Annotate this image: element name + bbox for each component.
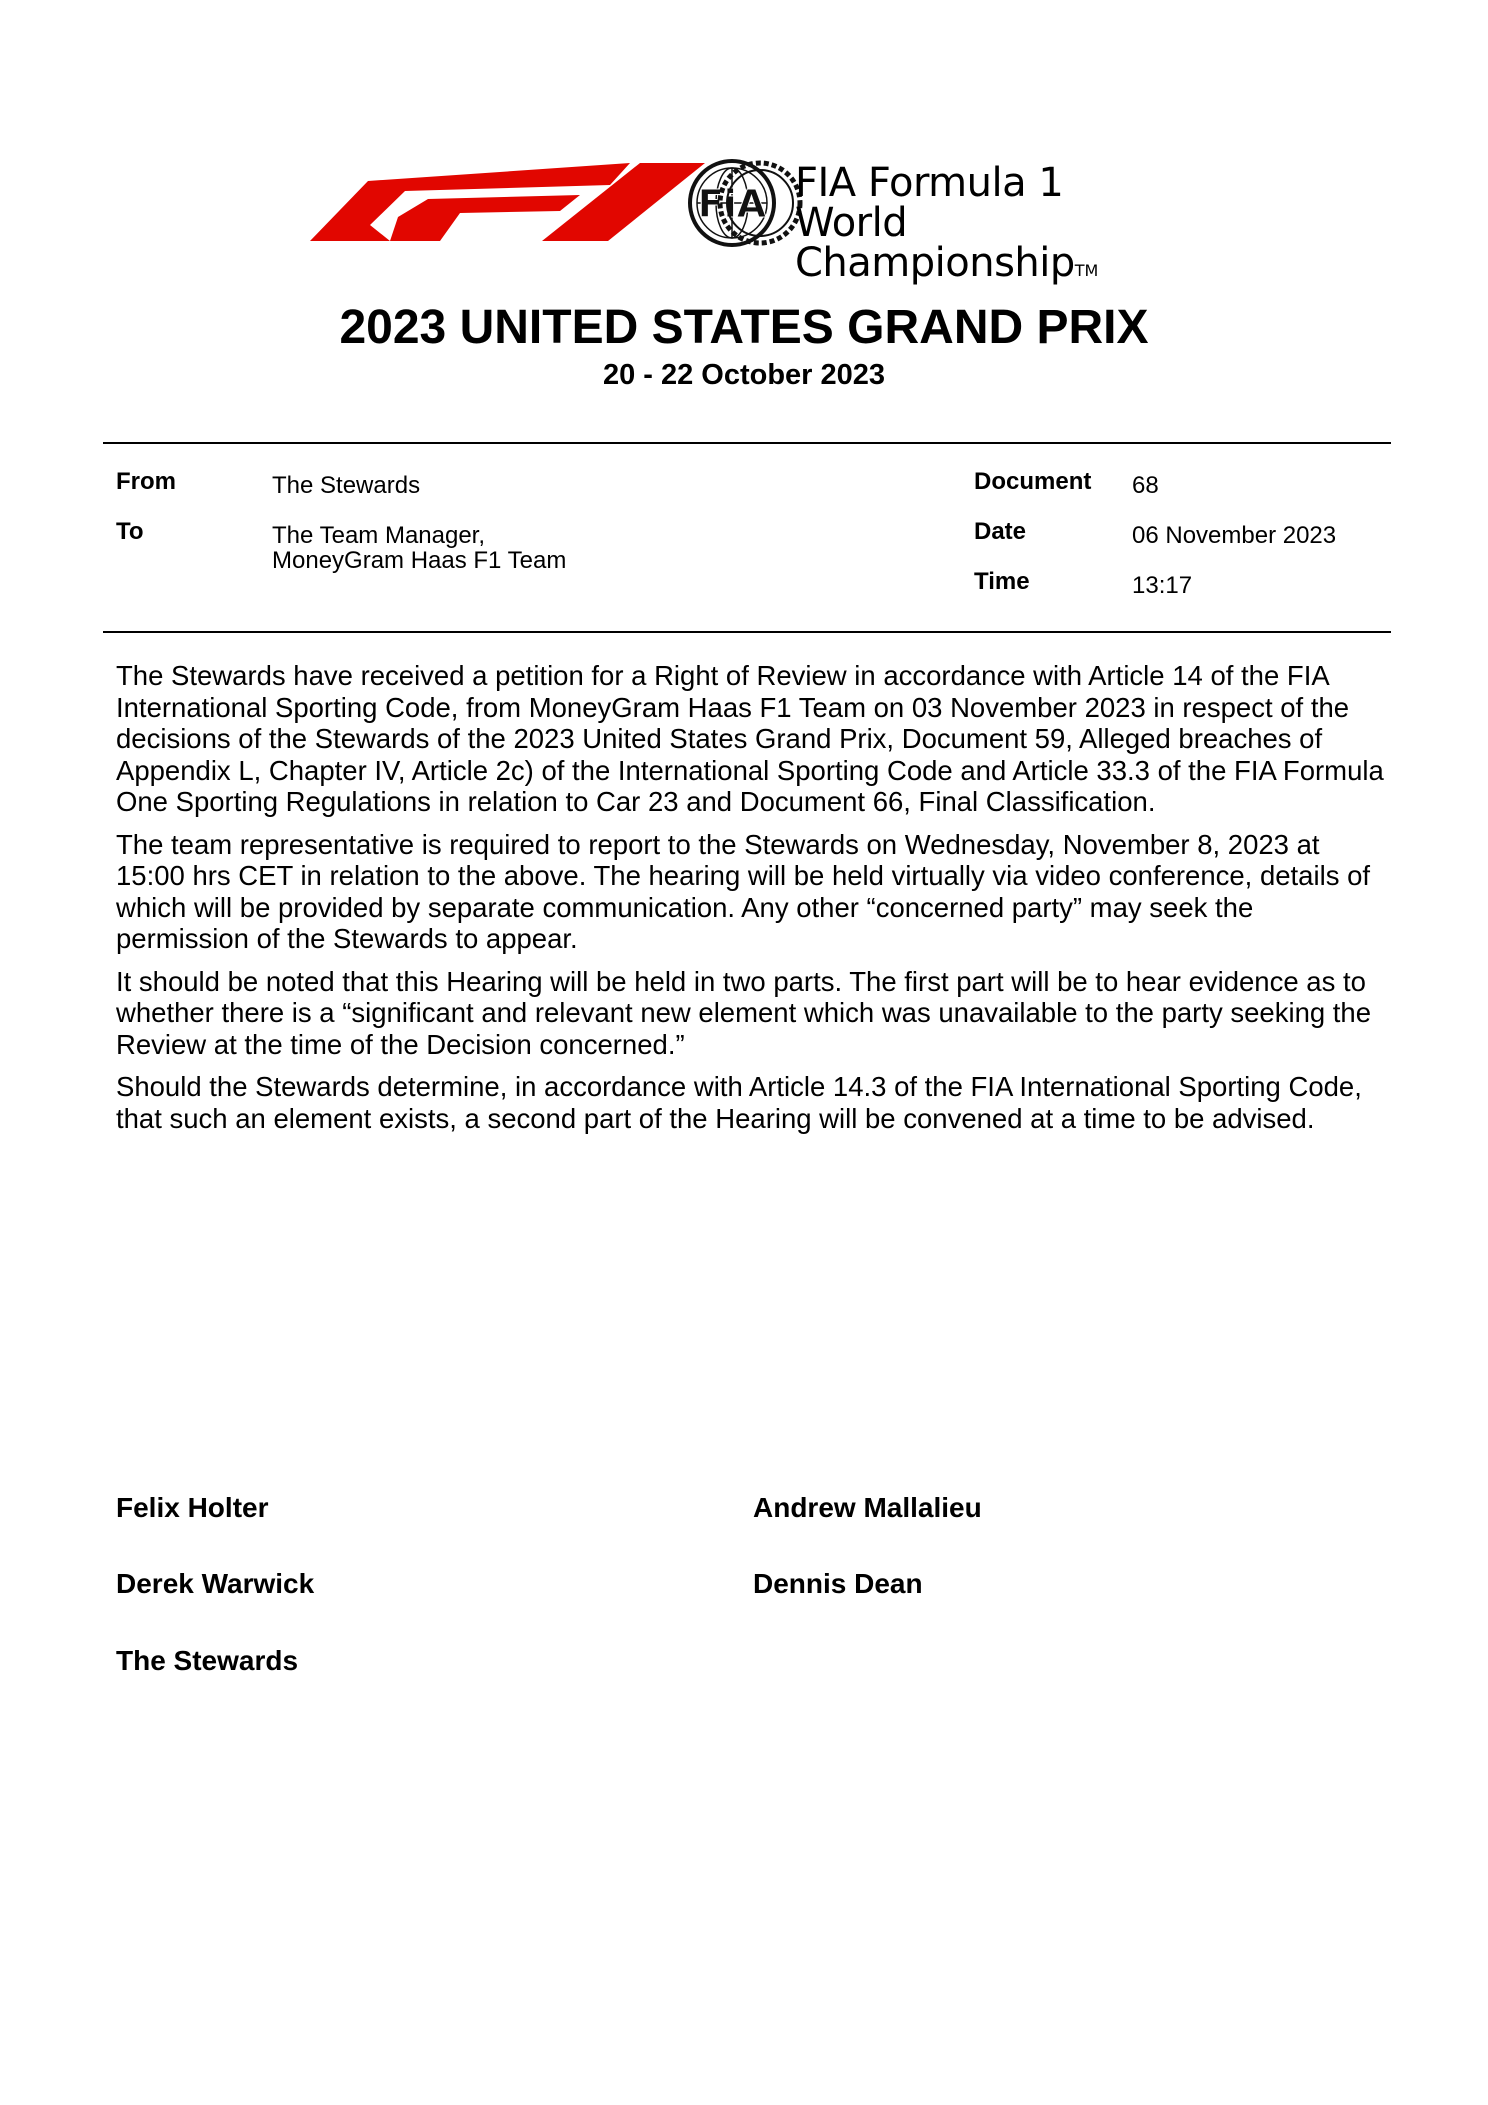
document-label: Document (974, 468, 1092, 495)
to-label: To (116, 518, 144, 545)
brand-line-2: World ChampionshipTM (795, 200, 1099, 286)
paragraph: Should the Stewards determine, in accordance with Article 14.3 of the FIA International Sporting Code, that such an element exists, a second part of the Hearing will be convened at a time to be advised. (116, 1071, 1362, 1134)
trademark-mark: TM (1074, 261, 1099, 280)
decision-body (116, 660, 1386, 1145)
steward-signature: Felix Holter (116, 1492, 269, 1523)
event-title: 2023 UNITED STATES GRAND PRIX (339, 301, 1149, 354)
date-label: Date (974, 518, 1027, 545)
to-value-line-1: The Team Manager, (272, 522, 486, 549)
from-value: The Stewards (272, 472, 421, 499)
steward-signature: Andrew Mallalieu (753, 1492, 982, 1523)
top-divider (103, 442, 1391, 444)
steward-signature: Derek Warwick (116, 1568, 315, 1599)
event-dates: 20 - 22 October 2023 (602, 359, 886, 391)
brand-line-1: FIA Formula 1 (795, 160, 1064, 206)
paragraph: The team representative is required to report to the Stewards on Wednesday, November 8, 2023 at 15:00 hrs CET in relation to the above. The hearing will be held virtually via video conference, details of which will be provided by separate communication. Any other “concerned party” may seek the permission of the Stewards to appear. (116, 828, 1371, 954)
time-label: Time (974, 568, 1030, 595)
date-value: 06 November 2023 (1132, 522, 1337, 549)
from-label: From (116, 468, 176, 495)
document-value: 68 (1132, 472, 1159, 499)
bottom-divider (103, 631, 1391, 633)
steward-signature: Dennis Dean (753, 1568, 923, 1599)
paragraph: The Stewards have received a petition for a Right of Review in accordance with Article 14 of the FIA International Sporting Code, from MoneyGram Haas F1 Team on 03 November 2023 in respect of the decisions of the Stewards of the 2023 United States Grand Prix, Document 59, Alleged breaches of Appendix L, Chapter IV, Article 2c) of the International Sporting Code and Article 33.3 of the FIA Formula One Sporting Regulations in relation to Car 23 and Document 66, Final Classification. (116, 660, 1384, 817)
svg-text:FiA: FiA (697, 182, 767, 226)
to-value-line-2: MoneyGram Haas F1 Team (272, 547, 567, 574)
paragraph: It should be noted that this Hearing will be held in two parts. The first part will be to hear evidence as to whether there is a “significant and relevant new element which was unavailable to the party seeking the Review at the time of the Decision concerned.” (116, 965, 1372, 1060)
f1-fia-logo (310, 155, 1210, 286)
stewards-closing: The Stewards (116, 1645, 299, 1676)
brand-wordmark (795, 160, 1210, 291)
time-value: 13:17 (1132, 572, 1193, 599)
f1-logo-icon (310, 155, 767, 255)
